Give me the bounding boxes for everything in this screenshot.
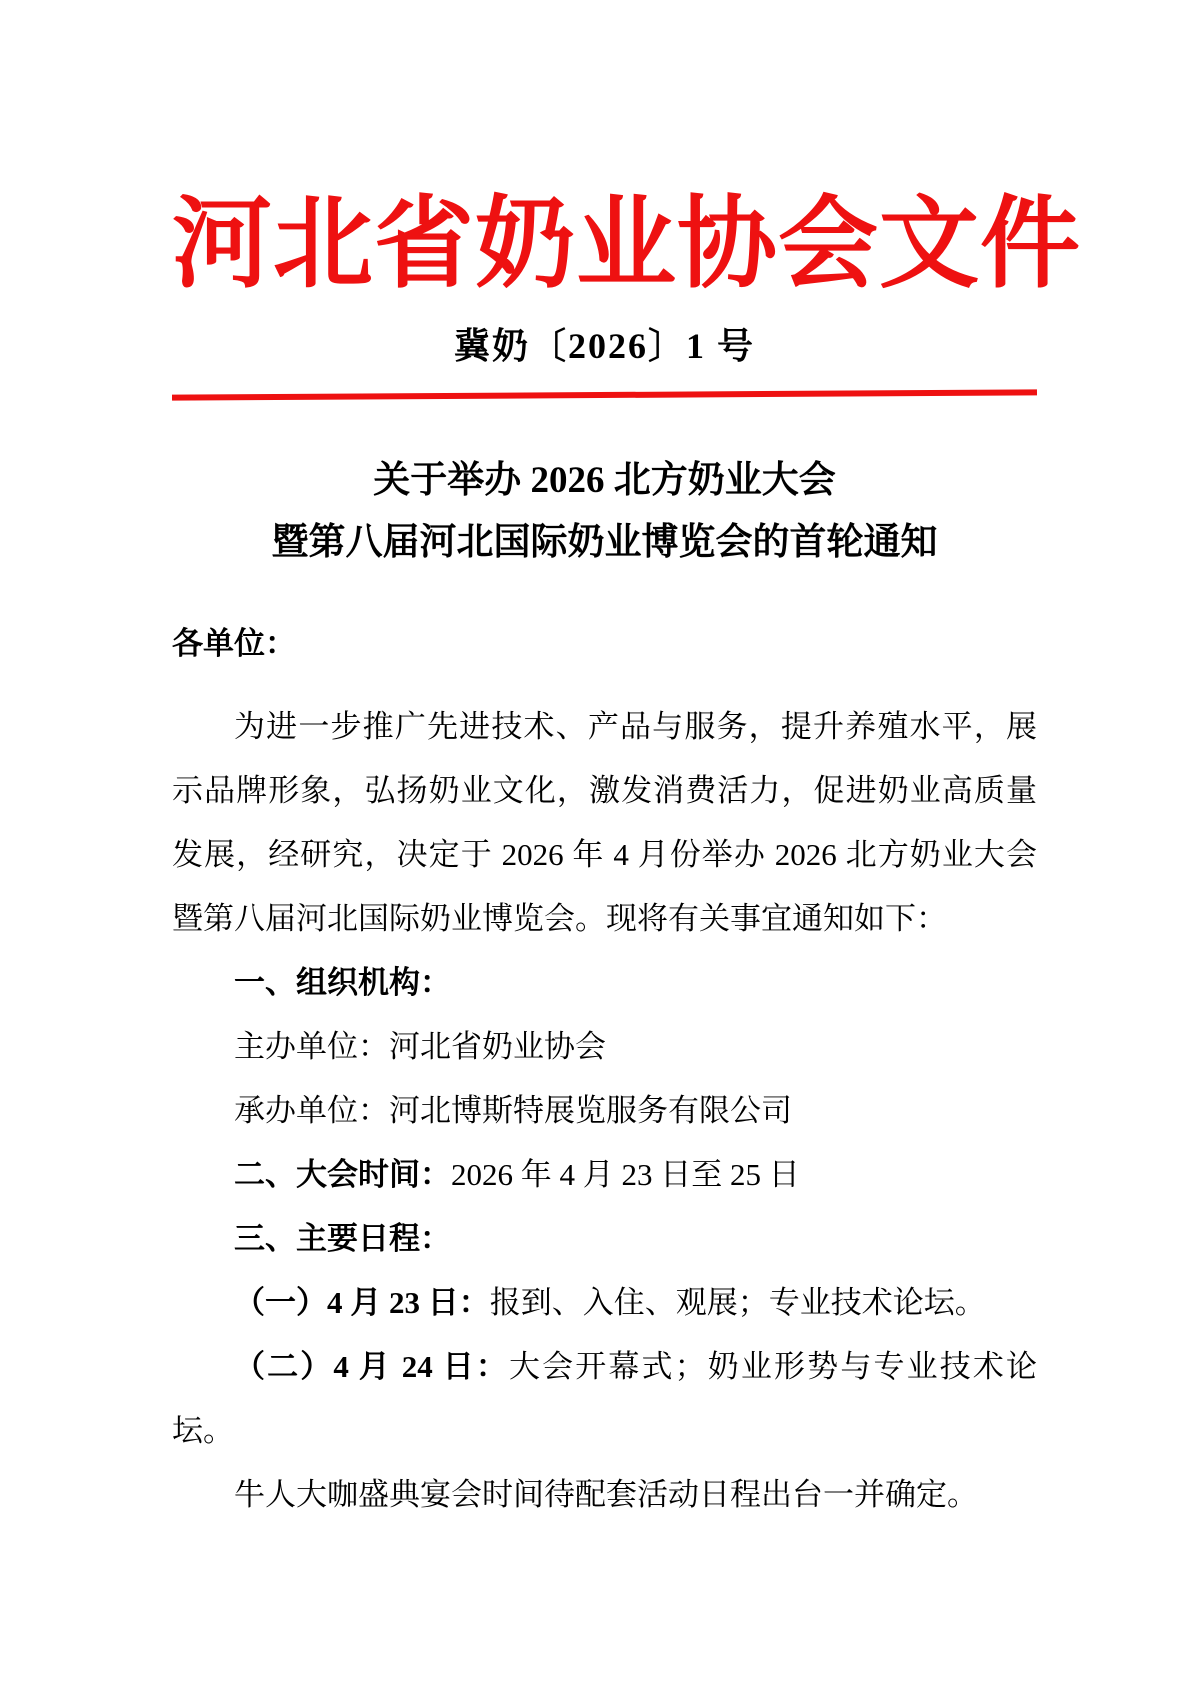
paragraph-container	[172, 695, 1037, 1527]
paragraph	[172, 951, 1037, 1015]
paragraph-label-bold: 一、组织机构：	[234, 965, 451, 1000]
document-body	[172, 612, 1037, 1527]
paragraph-label-bold: 二、大会时间：	[234, 1157, 451, 1192]
paragraph-text: 2026 年 4 月 23 日至 25 日	[451, 1157, 800, 1192]
paragraph-text: 牛人大咖盛典宴会时间待配套活动日程出台一并确定。	[234, 1477, 978, 1512]
paragraph-text: 主办单位：河北省奶业协会	[234, 1029, 606, 1064]
red-divider-line	[172, 389, 1037, 400]
doc-number: 冀奶〔2026〕1 号	[453, 326, 755, 366]
paragraph-text: 报到、入住、观展；专业技术论坛。	[489, 1285, 986, 1320]
paragraph-label-bold: （二）4 月 24 日：	[234, 1349, 509, 1384]
paragraph-text: 承办单位：河北博斯特展览服务有限公司	[234, 1093, 792, 1128]
paragraph	[172, 1463, 1037, 1527]
paragraph	[172, 1207, 1037, 1271]
paragraph	[172, 1335, 1037, 1463]
paragraph	[172, 1015, 1037, 1079]
paragraph	[172, 1143, 1037, 1207]
paragraph	[172, 695, 1037, 951]
salutation: 各单位：	[172, 626, 296, 661]
paragraph-label-bold: （一）4 月 23 日：	[234, 1285, 490, 1320]
paragraph-text: 大会开幕式；奶业形势与专业技术论坛。	[172, 1349, 1037, 1448]
document-title	[172, 450, 1037, 574]
paragraph-label-bold: 三、主要日程：	[234, 1221, 451, 1256]
letterhead-title: 河北省奶业协会文件	[172, 189, 1081, 300]
document-title-line-2: 暨第八届河北国际奶业博览会的首轮通知	[271, 522, 938, 563]
paragraph	[172, 1079, 1037, 1143]
paragraph	[172, 1271, 1037, 1335]
document-title-line-1: 关于举办 2026 北方奶业大会	[373, 460, 836, 501]
paragraph-text: 为进一步推广先进技术、产品与服务，提升养殖水平，展示品牌形象，弘扬奶业文化，激发消费活力，促进奶业高质量发展，经研究，决定于 2026 年 4 月份举办 2026 北方奶业大会暨第八届河北国际奶业博览会。现将有关事宜通知如下：	[172, 709, 1037, 936]
